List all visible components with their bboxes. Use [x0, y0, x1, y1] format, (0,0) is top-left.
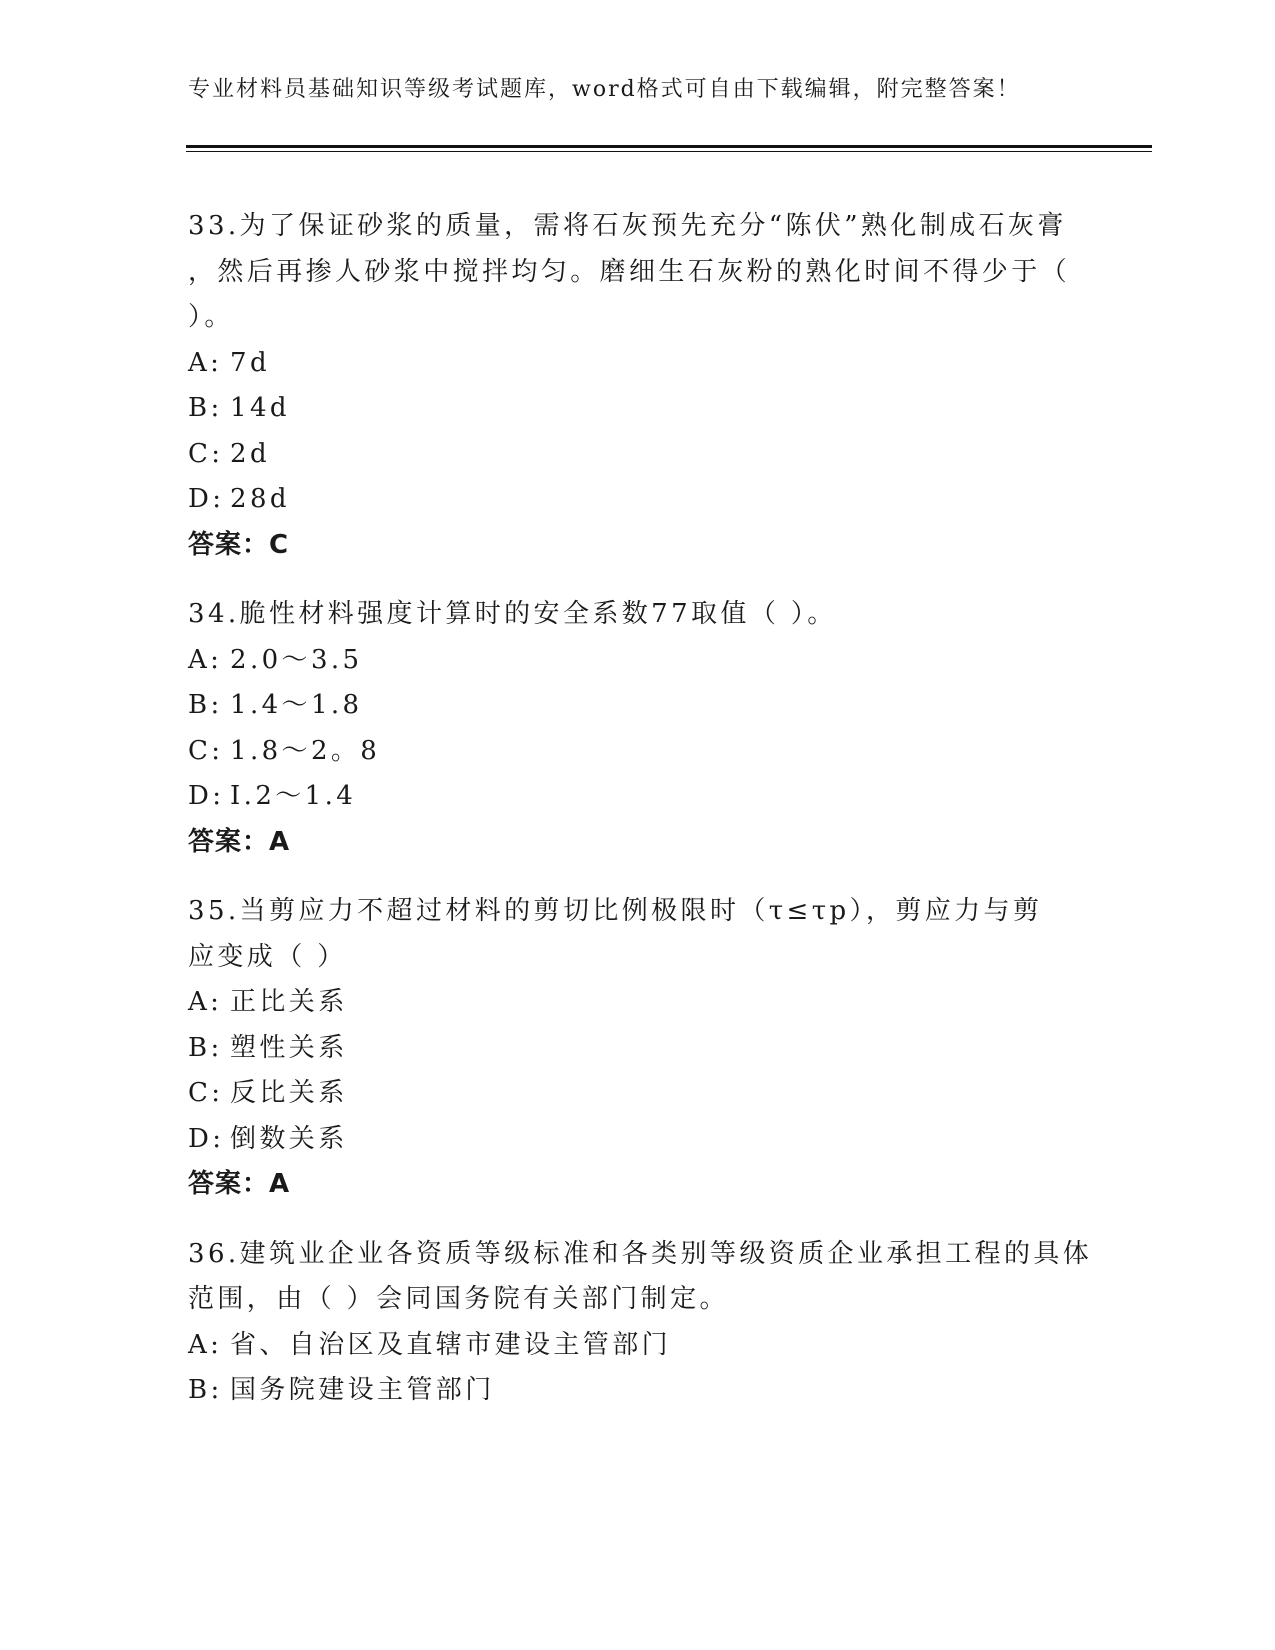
header-rule-thick — [186, 145, 1152, 148]
option-letter: C: — [188, 1078, 224, 1108]
question-stem-line: 35.当剪应力不超过材料的剪切比例极限时（τ≤τp），剪应力与剪 — [188, 896, 1043, 926]
question-36 — [188, 1232, 1093, 1414]
option-a — [188, 980, 1088, 1026]
question-stem-line: 33.为了保证砂浆的质量，需将石灰预先充分“陈伏”熟化制成石灰膏 — [188, 211, 1067, 241]
option-text: 1.8～2。8 — [230, 735, 381, 766]
option-b — [188, 1368, 1088, 1414]
option-letter: C: — [188, 438, 224, 469]
answer-line: 答案：C — [188, 529, 290, 560]
option-letter: B: — [188, 1375, 223, 1405]
option-letter: A: — [188, 644, 223, 675]
option-d — [188, 1117, 1088, 1163]
option-letter: A: — [188, 347, 223, 378]
option-letter: A: — [188, 1329, 223, 1360]
option-d — [188, 477, 1088, 523]
option-text: 倒数关系 — [230, 1123, 348, 1154]
question-stem-line: 34.脆性材料强度计算时的安全系数77取值（ ）。 — [188, 599, 837, 629]
question-stem-line: 36.建筑业企业各资质等级标准和各类别等级资质企业承担工程的具体 — [188, 1238, 1093, 1269]
option-text: 反比关系 — [230, 1078, 348, 1108]
question-stem-line: ）。 — [188, 302, 234, 332]
question-34 — [188, 592, 1088, 865]
answer-line: 答案：A — [188, 1169, 291, 1199]
option-letter: B: — [188, 690, 223, 720]
option-text: 28d — [230, 484, 290, 514]
option-letter: C: — [188, 735, 224, 766]
question-33 — [188, 204, 1088, 568]
option-text: 7d — [230, 347, 270, 378]
option-text: 省、自治区及直辖市建设主管部门 — [230, 1329, 672, 1360]
answer-line: 答案：A — [188, 826, 291, 857]
option-text: 国务院建设主管部门 — [230, 1375, 495, 1405]
option-d — [188, 774, 1088, 820]
question-stem-line: ，然后再掺人砂浆中搅拌均匀。磨细生石灰粉的熟化时间不得少于（ — [188, 256, 1071, 287]
question-35 — [188, 889, 1088, 1208]
option-a — [188, 1323, 1088, 1369]
option-text: 1.4～1.8 — [230, 690, 363, 720]
option-text: 正比关系 — [230, 987, 348, 1017]
option-letter: D: — [188, 484, 225, 514]
option-letter: A: — [188, 987, 223, 1017]
option-a — [188, 341, 1088, 387]
option-b — [188, 386, 1088, 432]
option-b — [188, 683, 1088, 729]
header-rule-thin — [186, 151, 1152, 152]
option-text: 14d — [230, 393, 290, 423]
option-c — [188, 729, 1088, 775]
option-a — [188, 638, 1088, 684]
option-letter: B: — [188, 393, 223, 423]
option-b — [188, 1026, 1088, 1072]
option-text: 塑性关系 — [230, 1032, 348, 1063]
question-list — [188, 204, 1093, 1438]
question-stem-line: 应变成（ ） — [188, 941, 347, 972]
option-text: I.2～1.4 — [230, 781, 357, 811]
option-c — [188, 1071, 1088, 1117]
document-header: 专业材料员基础知识等级考试题库，word格式可自由下载编辑，附完整答案！ — [188, 77, 1021, 102]
option-letter: B: — [188, 1032, 223, 1063]
question-stem-line: 范围，由（ ）会同国务院有关部门制定。 — [188, 1284, 729, 1314]
option-c — [188, 432, 1088, 478]
option-letter: D: — [188, 1123, 225, 1154]
option-letter: D: — [188, 781, 225, 811]
option-text: 2d — [230, 438, 270, 469]
option-text: 2.0～3.5 — [230, 644, 363, 675]
